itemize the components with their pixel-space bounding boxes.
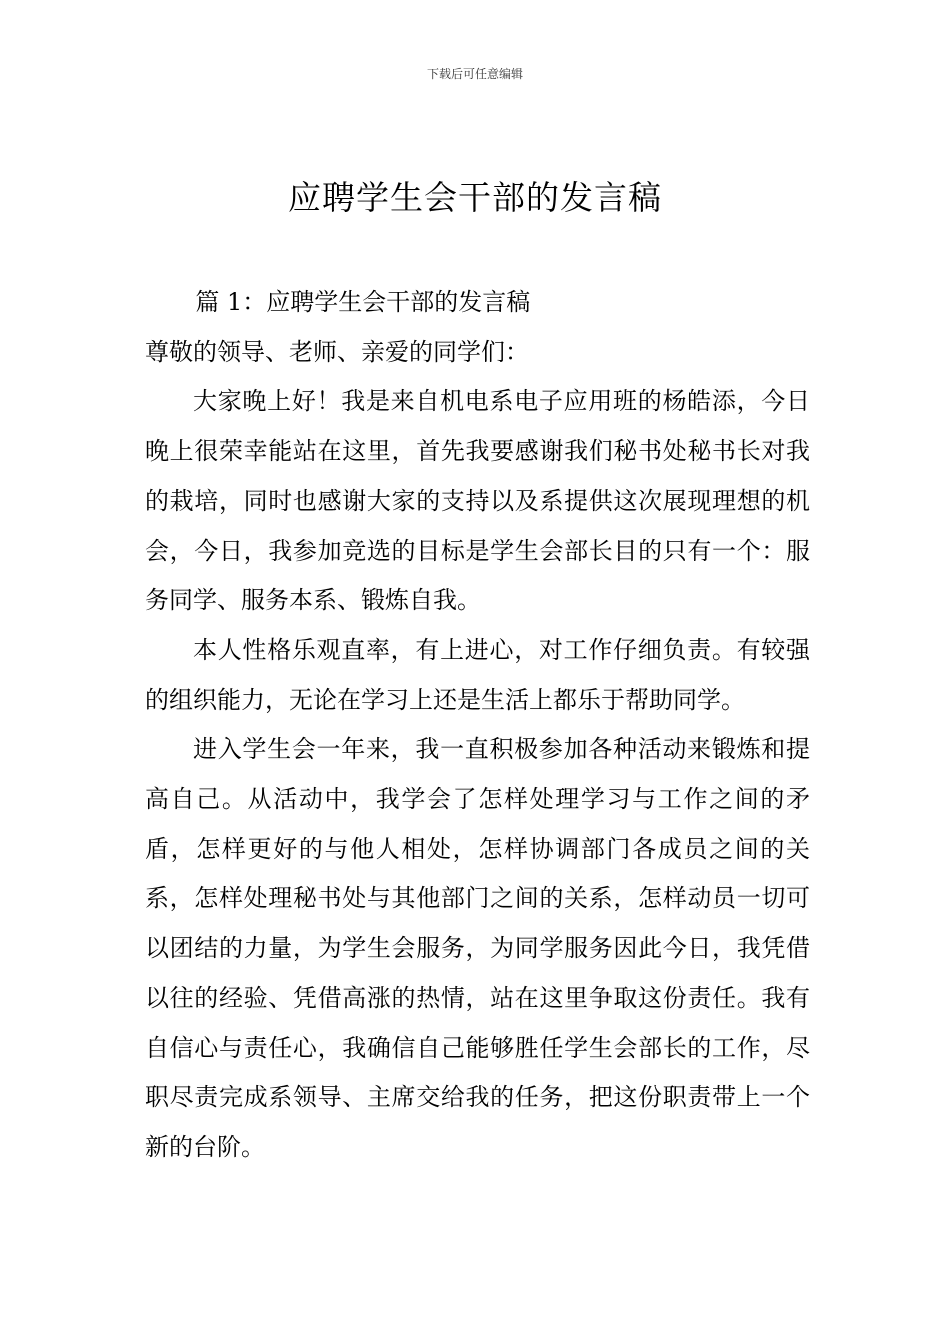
document-title: 应聘学生会干部的发言稿 <box>288 178 662 217</box>
paragraph-1: 大家晚上好！我是来自机电系电子应用班的杨皓添，今日晚上很荣幸能站在这里，首先我要感谢我们秘书处秘书长对我的栽培，同时也感谢大家的支持以及系提供这次展现理想的机会，今日，我参加竞选的目标是学生会部长目的只有一个：服务同学、服务本系、锻炼自我。 <box>145 387 810 615</box>
salutation: 尊敬的领导、老师、亲爱的同学们： <box>145 337 529 366</box>
header-note: 下载后可任意编辑 <box>426 67 523 81</box>
section-heading: 篇 1：应聘学生会干部的发言稿 <box>195 288 531 316</box>
paragraph-3: 进入学生会一年来，我一直积极参加各种活动来锻炼和提高自己。从活动中，我学会了怎样处理学习与工作之间的矛盾，怎样更好的与他人相处，怎样协调部门各成员之间的关系，怎样处理秘书处与其他部门之间的关系，怎样动员一切可以团结的力量，为学生会服务，为同学服务因此今日，我凭借以往的经验、凭借高涨的热情，站在这里争取这份责任。我有自信心与责任心，我确信自己能够胜任学生会部长的工作，尽职尽责完成系领导、主席交给我的任务，把这份职责带上一个新的台阶。 <box>145 735 810 1161</box>
document-body <box>145 278 810 1173</box>
paragraph-2: 本人性格乐观直率，有上进心，对工作仔细负责。有较强的组织能力，无论在学习上还是生活上都乐于帮助同学。 <box>145 635 810 714</box>
